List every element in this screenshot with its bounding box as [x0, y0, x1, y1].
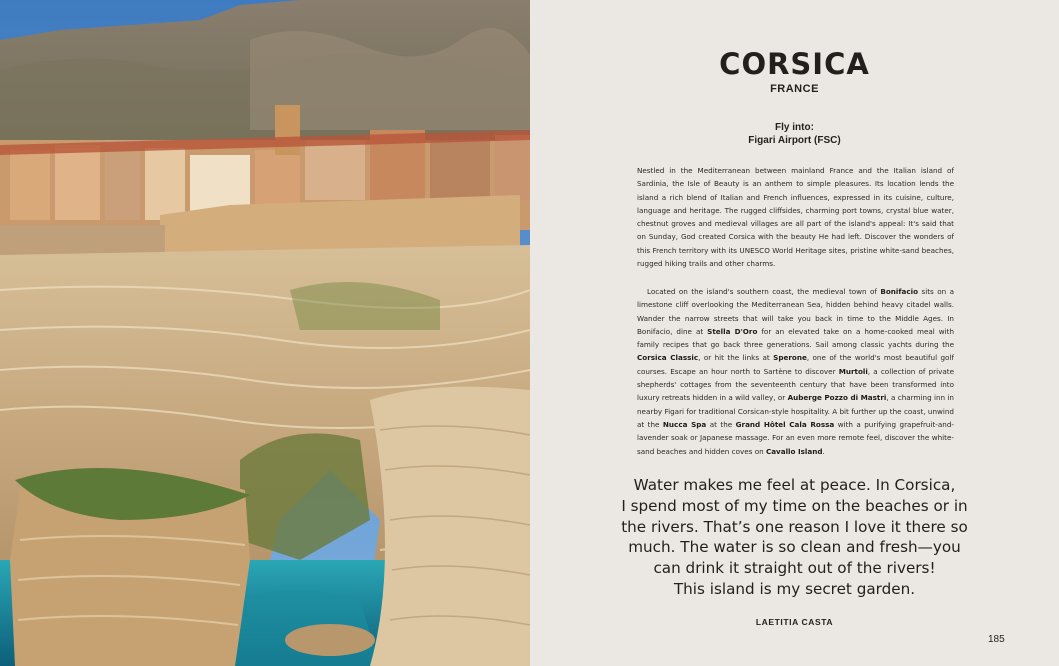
quote-line: This island is my secret garden. — [673, 579, 916, 598]
text-page — [530, 0, 1059, 666]
text-run: at the — [706, 419, 736, 429]
bold-place-name: Corsica Classic — [637, 353, 699, 363]
text-run: with a purifying grapefruit-and-lavender soak or Japanese massage. For an even more remote feel, discover the white-sand beaches and hidden coves on — [637, 419, 955, 456]
text-run: , a collection of private shepherds' cottages from the seventeenth century that have been transformed into luxury retreats hidden in a wild valley, or — [637, 366, 954, 403]
text-run: . — [822, 446, 825, 456]
fly-into-block — [530, 121, 1059, 147]
country-label: FRANCE — [770, 83, 819, 95]
text-run: , or hit the links at — [698, 353, 774, 363]
quote-line: the rivers. That’s one reason I love it there so — [621, 517, 968, 536]
pull-quote — [612, 475, 977, 600]
quote-line: can drink it straight out of the rivers! — [653, 559, 936, 578]
bold-place-name: Sperone — [773, 353, 807, 363]
fly-into-label: Fly into: — [775, 122, 814, 133]
airport-name: Figari Airport (FSC) — [748, 135, 841, 146]
text-run: , a charming inn in nearby Figari for traditional Corsican-style hospitality. A bit further up the coast, unwind at the — [637, 393, 954, 429]
quote-line: much. The water is so clean and fresh—you — [628, 538, 961, 557]
page-title: CORSICA — [719, 47, 870, 81]
bold-place-name: Stella D'Oro — [707, 326, 758, 336]
page-number: 185 — [988, 634, 1005, 645]
details-paragraph — [637, 285, 954, 458]
quote-line: Water makes me feel at peace. In Corsica, — [633, 476, 956, 494]
bold-place-name: Cavallo Island — [765, 446, 823, 456]
quote-author: LAETITIA CASTA — [755, 617, 834, 627]
intro-paragraph: Nestled in the Mediterranean between mainland France and the Italian island of Sardinia, the Isle of Beauty is an anthem to simple pleasures. Its location lends the island a rich blend of Italian and French influences, expressed in its cuisine, culture, language and heritage. The rugged cliffsides, charming port towns, crystal blue water, chestnut groves and medieval villages are all part of the island's appeal: It's said that on Sunday, God created Corsica with the beauty He had left. Discover the wonders of this French territory with its UNESCO World Heritage sites, pristine white-sand beaches, rugged hiking trails and other charms. — [637, 166, 954, 269]
quote-line: I spend most of my time on the beaches or in — [621, 496, 968, 515]
bold-place-name: Bonifacio — [880, 287, 919, 296]
text-run: Located on the island's southern coast, the medieval town of — [647, 287, 881, 296]
bold-place-name: Auberge Pozzo di Mastri — [787, 393, 887, 403]
bold-place-name: Nucca Spa — [662, 419, 707, 429]
text-run: sits on a limestone cliff overlooking the Mediterranean Sea, hidden behind heavy citadel walls. Wander the narrow streets that will take you back in time to the Middle Ages. In Bonifacio, dine at — [637, 287, 954, 336]
bold-place-name: Grand Hôtel Cala Rossa — [735, 419, 835, 429]
text-run: for an elevated take on a home-cooked meal with family recipes that go back three generations. Sail among classic yachts during the — [637, 326, 955, 350]
text-run: , one of the world's most beautiful golf courses. Escape an hour north to Sartène to discover — [637, 353, 954, 376]
bold-place-name: Murtoli — [838, 366, 868, 376]
